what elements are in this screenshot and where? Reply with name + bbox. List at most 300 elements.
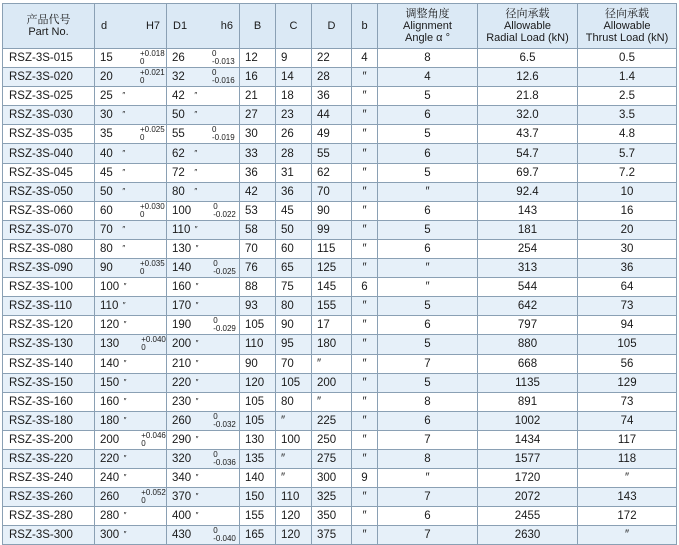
D-value: 225 <box>312 411 352 430</box>
angle-value: 5 <box>378 297 478 316</box>
tolerance-ditto: ″ <box>194 91 197 101</box>
D-value: ″ <box>312 392 352 411</box>
d-value: 220 <box>100 453 120 465</box>
B-value: 90 <box>240 354 276 373</box>
tolerance-ditto: ″ <box>195 434 199 444</box>
thrust-load-value: 143 <box>578 488 677 507</box>
D-value: 250 <box>312 430 352 449</box>
table-row <box>3 411 677 430</box>
part-no: RSZ-3S-020 <box>3 68 95 87</box>
b-value: ″ <box>352 201 378 220</box>
d-h7 <box>95 125 167 144</box>
d-h7 <box>95 507 167 526</box>
tolerance: +0.025 0 <box>140 125 165 143</box>
d1-value: 72 <box>172 166 185 179</box>
thrust-load-value: 105 <box>578 335 677 354</box>
angle-value: 5 <box>378 335 478 354</box>
d1-value: 290 <box>172 433 192 446</box>
d1-value: 140 <box>172 262 192 275</box>
tolerance: +0.035 0 <box>140 259 165 277</box>
thrust-load-value: 4.8 <box>578 125 677 144</box>
D-value: 125 <box>312 259 352 278</box>
d-h7 <box>95 259 167 278</box>
table-row <box>3 49 677 68</box>
angle-value: 8 <box>378 392 478 411</box>
b-value: 6 <box>352 278 378 297</box>
table-row <box>3 316 677 335</box>
part-no: RSZ-3S-050 <box>3 182 95 201</box>
C-value: ″ <box>276 411 312 430</box>
C-value: 23 <box>276 106 312 125</box>
tolerance: 0 -0.040 <box>213 526 236 544</box>
d1-h6 <box>167 373 240 392</box>
B-value: 33 <box>240 144 276 163</box>
radial-load-value: 254 <box>478 239 578 258</box>
B-value: 36 <box>240 163 276 182</box>
tolerance-ditto: ″ <box>195 282 199 292</box>
d1-value: 42 <box>172 90 185 103</box>
D-value: 49 <box>312 125 352 144</box>
radial-load-value: 43.7 <box>478 125 578 144</box>
D-value: 350 <box>312 507 352 526</box>
part-no: RSZ-3S-090 <box>3 259 95 278</box>
d-h7 <box>95 182 167 201</box>
tolerance: +0.052 0 <box>141 488 166 506</box>
d1-h6 <box>167 278 240 297</box>
thrust-load-value: 74 <box>578 411 677 430</box>
part-no: RSZ-3S-300 <box>3 526 95 545</box>
d1-h6 <box>167 335 240 354</box>
tolerance: 0 -0.022 <box>213 201 236 219</box>
b-value: ″ <box>352 392 378 411</box>
part-no: RSZ-3S-260 <box>3 488 95 507</box>
d-value: 70 <box>100 223 113 236</box>
radial-load-value: 313 <box>478 259 578 278</box>
d-value: 35 <box>100 128 113 141</box>
D-value: 275 <box>312 449 352 468</box>
table-row <box>3 182 677 201</box>
d1-value: 260 <box>172 414 192 427</box>
b-value: 9 <box>352 469 378 488</box>
C-value: 105 <box>276 373 312 392</box>
d1-h6 <box>167 106 240 125</box>
D-value: 300 <box>312 469 352 488</box>
b-value: ″ <box>352 354 378 373</box>
table-row <box>3 373 677 392</box>
radial-load-value: 12.6 <box>478 68 578 87</box>
d-h7 <box>95 373 167 392</box>
part-no: RSZ-3S-180 <box>3 411 95 430</box>
d-h7 <box>95 278 167 297</box>
part-no: RSZ-3S-080 <box>3 239 95 258</box>
part-no: RSZ-3S-140 <box>3 354 95 373</box>
D-value: 36 <box>312 87 352 106</box>
spec-table <box>2 3 677 545</box>
part-no: RSZ-3S-280 <box>3 507 95 526</box>
d-value: 15 <box>100 52 113 65</box>
B-value: 88 <box>240 278 276 297</box>
C-value: 60 <box>276 239 312 258</box>
tolerance-ditto: ″ <box>195 339 199 349</box>
part-no: RSZ-3S-160 <box>3 392 95 411</box>
thrust-load-value: 7.2 <box>578 163 677 182</box>
thrust-load-value: 73 <box>578 392 677 411</box>
d1-h6 <box>167 239 240 258</box>
B-value: 42 <box>240 182 276 201</box>
tolerance-ditto: ″ <box>123 282 127 292</box>
tolerance-ditto: ″ <box>195 243 199 253</box>
D-value: 17 <box>312 316 352 335</box>
table-row <box>3 335 677 354</box>
thrust-load-value: 36 <box>578 259 677 278</box>
tolerance-ditto: ″ <box>194 224 198 234</box>
tolerance-ditto: ″ <box>195 396 199 406</box>
tolerance-ditto: ″ <box>122 91 125 101</box>
table-row <box>3 354 677 373</box>
D-value: 375 <box>312 526 352 545</box>
tolerance-ditto: ″ <box>195 358 199 368</box>
thrust-load-value: 56 <box>578 354 677 373</box>
tolerance-ditto: ″ <box>123 454 127 463</box>
B-value: 21 <box>240 87 276 106</box>
radial-load-value: 1434 <box>478 430 578 449</box>
d-value: 30 <box>100 109 113 122</box>
C-value: 45 <box>276 201 312 220</box>
thrust-load-value: 129 <box>578 373 677 392</box>
d1-value: 210 <box>172 357 192 370</box>
angle-value: 5 <box>378 125 478 144</box>
C-value: 26 <box>276 125 312 144</box>
C-value: 100 <box>276 430 312 449</box>
d1-h6 <box>167 259 240 278</box>
d1-value: 80 <box>172 185 185 198</box>
C-value: 95 <box>276 335 312 354</box>
C-value: 120 <box>276 507 312 526</box>
b-value: ″ <box>352 430 378 449</box>
D-value: ″ <box>312 354 352 373</box>
angle-value: 8 <box>378 449 478 468</box>
d-h7 <box>95 68 167 87</box>
d-h7 <box>95 354 167 373</box>
b-value: ″ <box>352 411 378 430</box>
table-row <box>3 106 677 125</box>
b-value: ″ <box>352 316 378 335</box>
d-value: 140 <box>100 357 120 370</box>
C-value: 70 <box>276 354 312 373</box>
d1-value: 50 <box>172 109 185 122</box>
angle-value: 6 <box>378 201 478 220</box>
thrust-load-value: 64 <box>578 278 677 297</box>
thrust-load-value: 5.7 <box>578 144 677 163</box>
angle-value: 5 <box>378 220 478 239</box>
thrust-load-value: 0.5 <box>578 49 677 68</box>
angle-value: 6 <box>378 106 478 125</box>
C-value: ″ <box>276 469 312 488</box>
d1-value: 190 <box>172 319 192 332</box>
radial-load-value: 544 <box>478 278 578 297</box>
d1-h6 <box>167 125 240 144</box>
b-value: ″ <box>352 259 378 278</box>
col-B: B <box>240 4 276 49</box>
d-value: 80 <box>100 242 113 255</box>
thrust-load-value: 30 <box>578 239 677 258</box>
d-h7 <box>95 469 167 488</box>
tolerance-ditto: ″ <box>195 301 199 311</box>
d-value: 40 <box>100 147 113 160</box>
d-h7 <box>95 488 167 507</box>
angle-value: 5 <box>378 373 478 392</box>
d-value: 180 <box>100 414 120 427</box>
d1-value: 400 <box>172 510 192 523</box>
D-value: 90 <box>312 201 352 220</box>
d1-h6 <box>167 354 240 373</box>
col-d1-h6: D1 h6 <box>167 4 240 49</box>
tolerance: +0.018 0 <box>140 49 165 67</box>
tolerance-ditto: ″ <box>122 186 125 196</box>
d-h7 <box>95 411 167 430</box>
d-value: 25 <box>100 90 113 103</box>
tolerance-ditto: ″ <box>122 167 125 177</box>
D-value: 145 <box>312 278 352 297</box>
D-value: 44 <box>312 106 352 125</box>
C-value: 50 <box>276 220 312 239</box>
radial-load-value: 1720 <box>478 469 578 488</box>
b-value: ″ <box>352 239 378 258</box>
C-value: 9 <box>276 49 312 68</box>
tolerance-ditto: ″ <box>123 530 127 540</box>
d1-h6 <box>167 163 240 182</box>
d1-value: 430 <box>172 529 192 542</box>
C-value: ″ <box>276 449 312 468</box>
b-value: ″ <box>352 335 378 354</box>
radial-load-value: 32.0 <box>478 106 578 125</box>
angle-value: 8 <box>378 49 478 68</box>
d-value: 60 <box>100 204 113 217</box>
col-thrust-load: 径向承载 Allowable Thrust Load (kN) <box>578 4 677 49</box>
B-value: 105 <box>240 316 276 335</box>
col-radial-load: 径向承载 Allowable Radial Load (kN) <box>478 4 578 49</box>
C-value: 120 <box>276 526 312 545</box>
B-value: 150 <box>240 488 276 507</box>
radial-load-value: 69.7 <box>478 163 578 182</box>
B-value: 70 <box>240 239 276 258</box>
tolerance: 0 -0.032 <box>213 411 236 429</box>
part-no: RSZ-3S-030 <box>3 106 95 125</box>
d1-h6 <box>167 449 240 468</box>
d-value: 160 <box>100 395 120 408</box>
table-row <box>3 259 677 278</box>
d1-value: 170 <box>172 300 192 313</box>
B-value: 120 <box>240 373 276 392</box>
radial-load-value: 1002 <box>478 411 578 430</box>
d-h7 <box>95 335 167 354</box>
b-value: ″ <box>352 163 378 182</box>
table-row <box>3 163 677 182</box>
part-no: RSZ-3S-045 <box>3 163 95 182</box>
tolerance: +0.040 0 <box>141 335 166 353</box>
thrust-load-value: 94 <box>578 316 677 335</box>
thrust-load-value: 1.4 <box>578 68 677 87</box>
radial-load-value: 2072 <box>478 488 578 507</box>
tolerance-ditto: ″ <box>122 148 125 158</box>
d1-value: 370 <box>172 491 192 504</box>
angle-value: ″ <box>378 182 478 201</box>
B-value: 130 <box>240 430 276 449</box>
table-row <box>3 68 677 87</box>
part-no: RSZ-3S-040 <box>3 144 95 163</box>
d1-value: 100 <box>172 204 192 217</box>
d-value: 260 <box>100 491 120 504</box>
table-row <box>3 297 677 316</box>
d1-h6 <box>167 507 240 526</box>
d-h7 <box>95 430 167 449</box>
C-value: 75 <box>276 278 312 297</box>
d-value: 100 <box>100 281 120 294</box>
tolerance-ditto: ″ <box>123 415 127 425</box>
tolerance-ditto: ″ <box>123 473 127 483</box>
B-value: 93 <box>240 297 276 316</box>
d-h7 <box>95 163 167 182</box>
radial-load-value: 2455 <box>478 507 578 526</box>
C-value: 18 <box>276 87 312 106</box>
table-row <box>3 526 677 545</box>
table-row <box>3 144 677 163</box>
thrust-load-value: 10 <box>578 182 677 201</box>
col-angle: 调整角度 Alignment Angle α ° <box>378 4 478 49</box>
b-value: ″ <box>352 220 378 239</box>
d-h7 <box>95 449 167 468</box>
d-value: 200 <box>100 433 120 446</box>
B-value: 105 <box>240 392 276 411</box>
b-value: ″ <box>352 144 378 163</box>
tolerance: +0.046 0 <box>141 430 166 448</box>
d-h7 <box>95 144 167 163</box>
col-part-no: 产品代号 Part No. <box>3 4 95 49</box>
angle-value: 6 <box>378 507 478 526</box>
tolerance: 0 -0.025 <box>213 259 236 277</box>
d-value: 120 <box>100 319 120 332</box>
thrust-load-value: 118 <box>578 449 677 468</box>
C-value: 110 <box>276 488 312 507</box>
D-value: 325 <box>312 488 352 507</box>
tolerance: 0 -0.029 <box>213 316 236 334</box>
d1-h6 <box>167 182 240 201</box>
table-row <box>3 278 677 297</box>
d-value: 130 <box>100 338 120 351</box>
part-no: RSZ-3S-015 <box>3 49 95 68</box>
D-value: 55 <box>312 144 352 163</box>
angle-value: 7 <box>378 526 478 545</box>
C-value: 90 <box>276 316 312 335</box>
radial-load-value: 6.5 <box>478 49 578 68</box>
d1-h6 <box>167 68 240 87</box>
d1-value: 32 <box>172 71 185 84</box>
tolerance: +0.030 0 <box>140 201 165 219</box>
B-value: 27 <box>240 106 276 125</box>
table-row <box>3 449 677 468</box>
part-no: RSZ-3S-110 <box>3 297 95 316</box>
col-D: D <box>312 4 352 49</box>
tolerance-ditto: ″ <box>195 473 199 483</box>
angle-value: ″ <box>378 278 478 297</box>
B-value: 53 <box>240 201 276 220</box>
angle-value: 6 <box>378 144 478 163</box>
B-value: 12 <box>240 49 276 68</box>
part-no: RSZ-3S-025 <box>3 87 95 106</box>
table-row <box>3 488 677 507</box>
d-h7 <box>95 201 167 220</box>
tolerance: 0 -0.019 <box>212 125 235 143</box>
part-no: RSZ-3S-060 <box>3 201 95 220</box>
d1-h6 <box>167 469 240 488</box>
d-value: 110 <box>100 300 119 313</box>
b-value: ″ <box>352 87 378 106</box>
D-value: 155 <box>312 297 352 316</box>
b-value: ″ <box>352 125 378 144</box>
B-value: 140 <box>240 469 276 488</box>
tolerance-ditto: ″ <box>195 492 199 502</box>
d1-h6 <box>167 49 240 68</box>
B-value: 155 <box>240 507 276 526</box>
tolerance-ditto: ″ <box>122 110 125 120</box>
d-h7 <box>95 316 167 335</box>
tolerance-ditto: ″ <box>123 511 127 521</box>
tolerance-ditto: ″ <box>194 167 197 177</box>
radial-load-value: 54.7 <box>478 144 578 163</box>
d-h7 <box>95 526 167 545</box>
d1-value: 160 <box>172 281 192 294</box>
angle-value: 7 <box>378 354 478 373</box>
d1-h6 <box>167 220 240 239</box>
d1-value: 130 <box>172 242 192 255</box>
table-row <box>3 392 677 411</box>
D-value: 62 <box>312 163 352 182</box>
thrust-load-value: 3.5 <box>578 106 677 125</box>
b-value: 4 <box>352 49 378 68</box>
angle-value: ″ <box>378 259 478 278</box>
radial-load-value: 21.8 <box>478 87 578 106</box>
part-no: RSZ-3S-200 <box>3 430 95 449</box>
tolerance-ditto: ″ <box>195 511 199 521</box>
table-row <box>3 469 677 488</box>
d1-h6 <box>167 144 240 163</box>
part-no: RSZ-3S-035 <box>3 125 95 144</box>
part-no: RSZ-3S-130 <box>3 335 95 354</box>
radial-load-value: 797 <box>478 316 578 335</box>
radial-load-value: 880 <box>478 335 578 354</box>
tolerance-ditto: ″ <box>123 320 127 330</box>
thrust-load-value: 117 <box>578 430 677 449</box>
d-value: 45 <box>100 166 113 179</box>
d-h7 <box>95 297 167 316</box>
col-d-h7: d H7 <box>95 4 167 49</box>
D-value: 180 <box>312 335 352 354</box>
d1-h6 <box>167 87 240 106</box>
d-value: 90 <box>100 262 113 275</box>
b-value: ″ <box>352 526 378 545</box>
d-h7 <box>95 220 167 239</box>
d1-value: 62 <box>172 147 185 160</box>
D-value: 115 <box>312 239 352 258</box>
part-no: RSZ-3S-150 <box>3 373 95 392</box>
radial-load-value: 1577 <box>478 449 578 468</box>
C-value: 31 <box>276 163 312 182</box>
d1-h6 <box>167 316 240 335</box>
thrust-load-value: ″ <box>578 526 677 545</box>
d1-value: 110 <box>172 223 191 236</box>
d-value: 240 <box>100 472 120 485</box>
B-value: 30 <box>240 125 276 144</box>
